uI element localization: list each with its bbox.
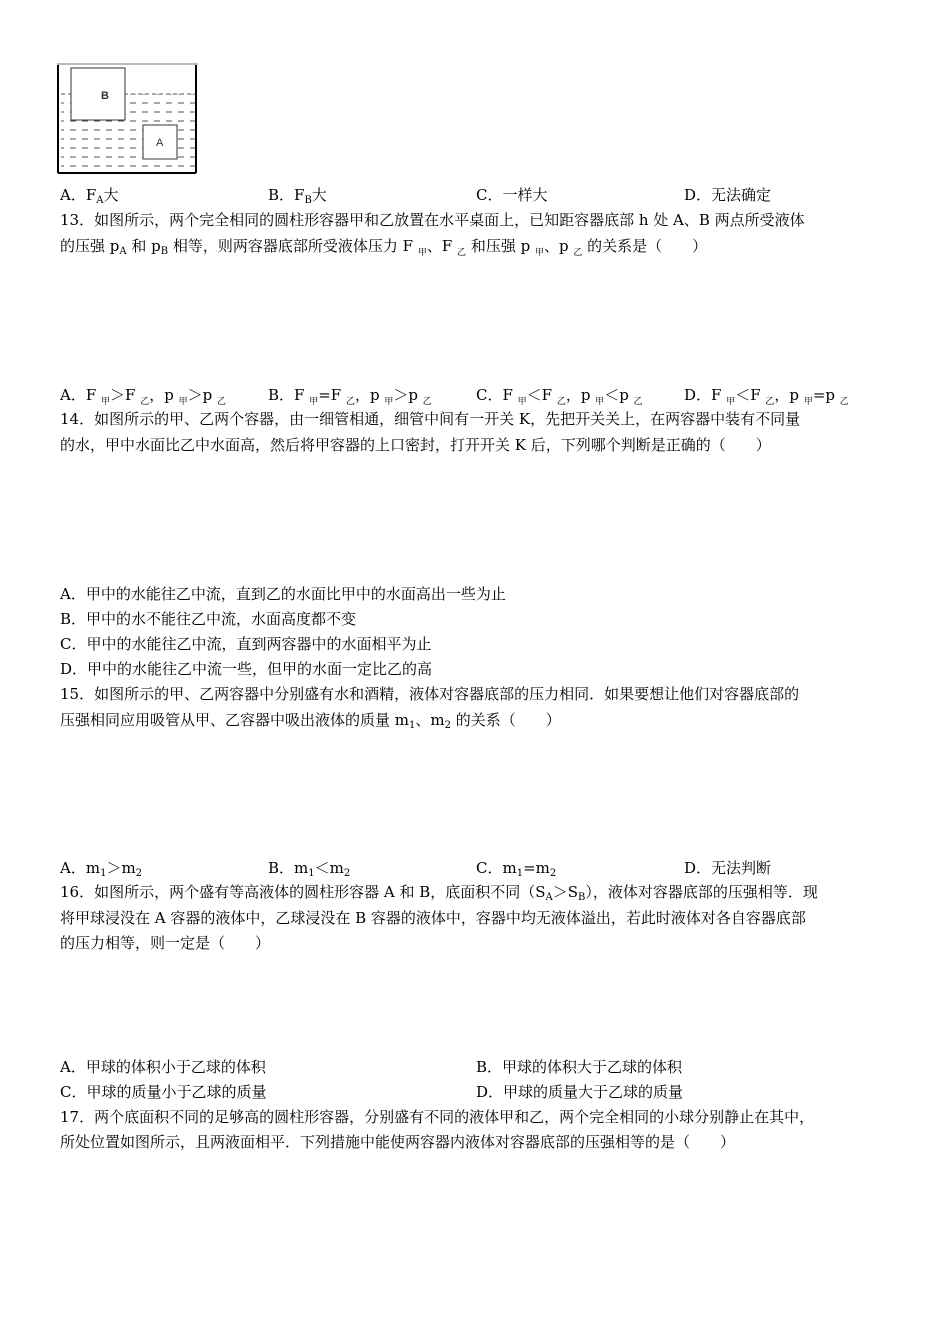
q17-stem-line2: 所处位置如图所示，且两液面相平．下列措施中能使两容器内液体对容器底部的压强相等的是（ ） [60, 1133, 736, 1151]
q14-option-b[interactable]: B．甲中的水不能往乙中流，水面高度都不变 [60, 610, 357, 628]
q15-option-d[interactable]: D．无法判断 [684, 859, 772, 877]
q15-option-a[interactable]: A．$m_1>m_2$ [60, 859, 143, 879]
q13-stem-line2: 的压强 $p_A$ 和 $p_B$ 相等，则两容器底部所受液体压力 F $_甲$、F $_乙$ 和压强 p $_甲$、p $_乙$ 的关系是（ ） [60, 237, 708, 258]
block-b-label: B [101, 90, 109, 102]
q12-option-b[interactable]: B．$F_B$大 [268, 186, 327, 206]
q17-stem-line1: 17．两个底面积不同的足够高的圆柱形容器，分别盛有不同的液体甲和乙，两个完全相同的小球分别静止在其中， [60, 1108, 815, 1126]
q16-option-b[interactable]: B．甲球的体积大于乙球的体积 [476, 1058, 683, 1076]
q14-option-a[interactable]: A．甲中的水能往乙中流，直到乙的水面比甲中的水面高出一些为止 [60, 585, 506, 603]
container-figure [57, 63, 199, 175]
q16-option-d[interactable]: D．甲球的质量大于乙球的质量 [476, 1083, 684, 1101]
q14-stem-line2: 的水，甲中水面比乙中水面高，然后将甲容器的上口密封，打开开关 K 后，下列哪个判断是正确的（ ） [60, 436, 771, 454]
q12-option-d[interactable]: D．无法确定 [684, 186, 772, 204]
q15-stem-line2: 压强相同应用吸管从甲、乙容器中吸出液体的质量 $m_1$、$m_2$ 的关系（ ） [60, 711, 561, 731]
q13-option-c[interactable]: C．F $_甲$＜F $_乙$，p $_甲$＜p $_乙$ [476, 386, 643, 407]
q16-stem-line2: 将甲球浸没在 A 容器的液体中，乙球浸没在 B 容器的液体中，容器中均无液体溢出，若此时液体对各自容器底部 [60, 909, 806, 927]
q15-stem-line1: 15．如图所示的甲、乙两容器中分别盛有水和酒精，液体对容器底部的压力相同．如果要想让他们对容器底部的 [60, 685, 800, 703]
block-a-label: A [156, 137, 164, 149]
block-b [71, 68, 125, 120]
q16-option-c[interactable]: C．甲球的质量小于乙球的质量 [60, 1083, 267, 1101]
q16-stem-line1: 16．如图所示，两个盛有等高液体的圆柱形容器 A 和 B，底面积不同$(S_A>S_B)$，液体对容器底部的压强相等．现 [60, 883, 818, 903]
q13-stem-line1: 13．如图所示，两个完全相同的圆柱形容器甲和乙放置在水平桌面上，已知距容器底部 h 处 A、B 两点所受液体 [60, 211, 805, 229]
q16-option-a[interactable]: A．甲球的体积小于乙球的体积 [60, 1058, 266, 1076]
q13-option-a[interactable]: A．F $_甲$＞F $_乙$，p $_甲$＞p $_乙$ [60, 386, 227, 407]
q15-option-c[interactable]: C．$m_1=m_2$ [476, 859, 557, 879]
q16-stem-line3: 的压力相等，则一定是（ ） [60, 934, 271, 952]
q14-option-d[interactable]: D．甲中的水能往乙中流一些，但甲的水面一定比乙的高 [60, 660, 433, 678]
q14-option-c[interactable]: C．甲中的水能往乙中流，直到两容器中的水面相平为止 [60, 635, 432, 653]
q13-option-d[interactable]: D．F $_甲$＜F $_乙$，p $_甲$=p $_乙$ [684, 386, 849, 407]
q12-option-a[interactable]: A．$F_A$大 [60, 186, 119, 206]
q15-option-b[interactable]: B．$m_1<m_2$ [268, 859, 351, 879]
q13-option-b[interactable]: B．F $_甲$=F $_乙$，p $_甲$＞p $_乙$ [268, 386, 432, 407]
q12-option-c[interactable]: C．一样大 [476, 186, 548, 204]
q14-stem-line1: 14．如图所示的甲、乙两个容器，由一细管相通，细管中间有一开关 K，先把开关关上，在两容器中装有不同量 [60, 410, 801, 428]
